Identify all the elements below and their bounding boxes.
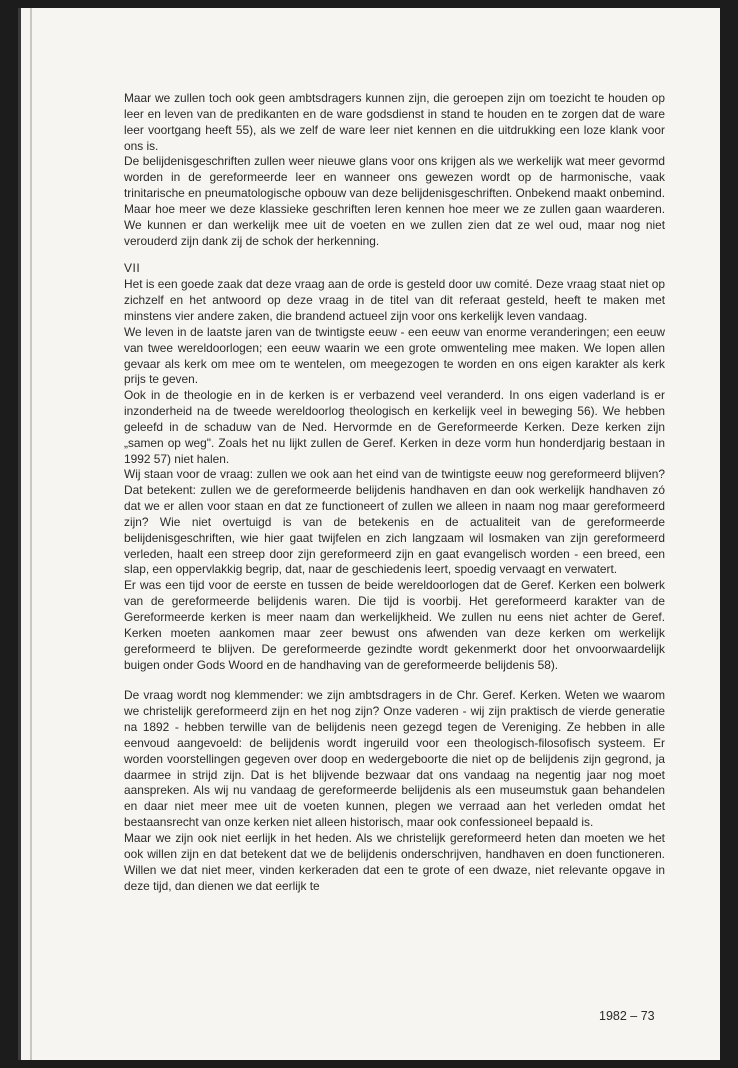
paragraph: De belijdenisgeschriften zullen weer nieuwe glans voor ons krijgen als we werkelijk wat meer gevormd worden in de gereformeerde leer en wanneer ons gewezen wordt op de harmonische, vaak trinitarische en pneumatologische opbouw van deze belijdenisgeschriften. Onbekend maakt onbemind. Maar hoe meer we deze klassieke geschriften leren kennen hoe meer we ze zullen gaan waarderen. We kunnen er dan werkelijk mee uit de voeten en we zullen zien dat ze wel oud, maar nog niet verouderd zijn dank zij de schok der herkenning. xyxy=(124,154,665,248)
paragraph: We leven in de laatste jaren van de twintigste eeuw - een eeuw van enorme veranderingen; een eeuw van twee wereldoorlogen; een eeuw waarin we een grote omwenteling mee maken. We lopen allen gevaar als kerk om mee om te wentelen, om meegezogen te worden en ons eigen karakter als kerk prijs te geven. xyxy=(124,324,665,387)
binding-line xyxy=(30,8,32,1060)
paragraph: Het is een goede zaak dat deze vraag aan de orde is gesteld door uw comité. Deze vraag staat niet op zichzelf en het antwoord op deze vraag in de titel van dit referaat gesteld, heeft te maken met minstens vier andere zaken, die brandend actueel zijn voor ons kerkelijk leven vandaag. xyxy=(124,277,665,323)
paragraph: De vraag wordt nog klemmender: we zijn ambtsdragers in de Chr. Geref. Kerken. Weten we waarom we christelijk gereformeerd zijn en het nog zijn? Onze vaderen - wij zijn praktisch de vierde generatie na 1892 - hebben terwille van de belijdenis neen gezegd tegen de Vereniging. Ze hebben in alle eenvoud aangevoeld: de belijdenis wordt ingeruild voor een theologisch-filosofisch systeem. Er worden voorstellingen gegeven over doop en wedergeboorte die niet op de belijdenis zijn gegrond, ja daarmee in strijd zijn. Dat is het blijvende bezwaar dat ons vandaag na negentig jaar nog moet aanspreken. Als wij nu vandaag de gereformeerde belijdenis als een museumstuk gaan behandelen en daar niet meer mee uit de voeten kunnen, plegen we verraad aan het verleden omdat het bestaansrecht van onze kerken niet alleen historisch, maar ook confessioneel bepaald is. xyxy=(124,688,665,830)
page-number: 1982 – 73 xyxy=(599,1009,655,1023)
paragraph: Er was een tijd voor de eerste en tussen de beide wereldoorlogen dat de Geref. Kerken een bolwerk van de gereformeerde belijdenis waren. Die tijd is voorbij. Het gereformeerd karakter van de Gereformeerde kerken is meer naam dan werkelijkheid. We zullen nu eens niet achter de Geref. Kerken moeten aankomen maar zeer bewust ons afwenden van deze kerken om werkelijk gereformeerd te blijven. De gereformeerde gezindte wordt gekenmerkt door het onvoorwaardelijk buigen onder Gods Woord en de handhaving van de gereformeerde belijdenis 58). xyxy=(124,578,665,672)
paragraph: Maar we zullen toch ook geen ambtsdragers kunnen zijn, die geroepen zijn om toezicht te houden op leer en leven van de predikanten en de ware godsdienst in stand te houden en te zorgen dat de ware leer voortgang heeft 55), als we zelf de ware leer niet kennen en die uitdrukking een loze klank voor ons is. xyxy=(124,91,665,153)
body-text xyxy=(124,91,665,894)
paragraph: Ook in de theologie en in de kerken is er verbazend veel veranderd. In ons eigen vaderland is er inzonderheid na de tweede wereldoorlog theologisch en kerkelijk veel in beweging 56). We hebben geleefd in de schaduw van de Ned. Hervormde en de Gereformeerde Kerken. Deze kerken zijn „samen op weg". Zoals het nu lijkt zullen de Geref. Kerken in deze vorm hun honderdjarig bestaan in 1992 57) niet halen. xyxy=(124,388,665,466)
paragraph: Maar we zijn ook niet eerlijk in het heden. Als we christelijk gereformeerd heten dan moeten we het ook willen zijn en dat betekent dat we de belijdenis onderschrijven, handhaven en doen functioneren. Willen we dat niet meer, vinden kerkeraden dat een te grote of een dwaze, niet relevante opgave in deze tijd, dan dienen we dat eerlijk te xyxy=(124,830,665,893)
document-page xyxy=(18,8,720,1060)
paragraph: Wij staan voor de vraag: zullen we ook aan het eind van de twintigste eeuw nog gereformeerd blijven? Dat betekent: zullen we de gereformeerde belijdenis handhaven en dan ook werkelijk handhaven zó dat we er allen voor staan en dat ze functioneert of zullen we alleen in naam nog maar gereformeerd zijn? Wie niet overtuigd is van de betekenis en de actualiteit van de gereformeerde belijdenisgeschriften, wie hier gaat twijfelen en zich langzaam wil losmaken van zijn gereformeerd verleden, haalt een streep door zijn gereformeerd zijn en gaat evangelisch worden - een breed, een slap, een oppervlakkig begrip, dat, naar de geschiedenis leert, spoedig vervaagt en verwatert. xyxy=(124,467,665,577)
section-heading: VII xyxy=(124,261,141,276)
